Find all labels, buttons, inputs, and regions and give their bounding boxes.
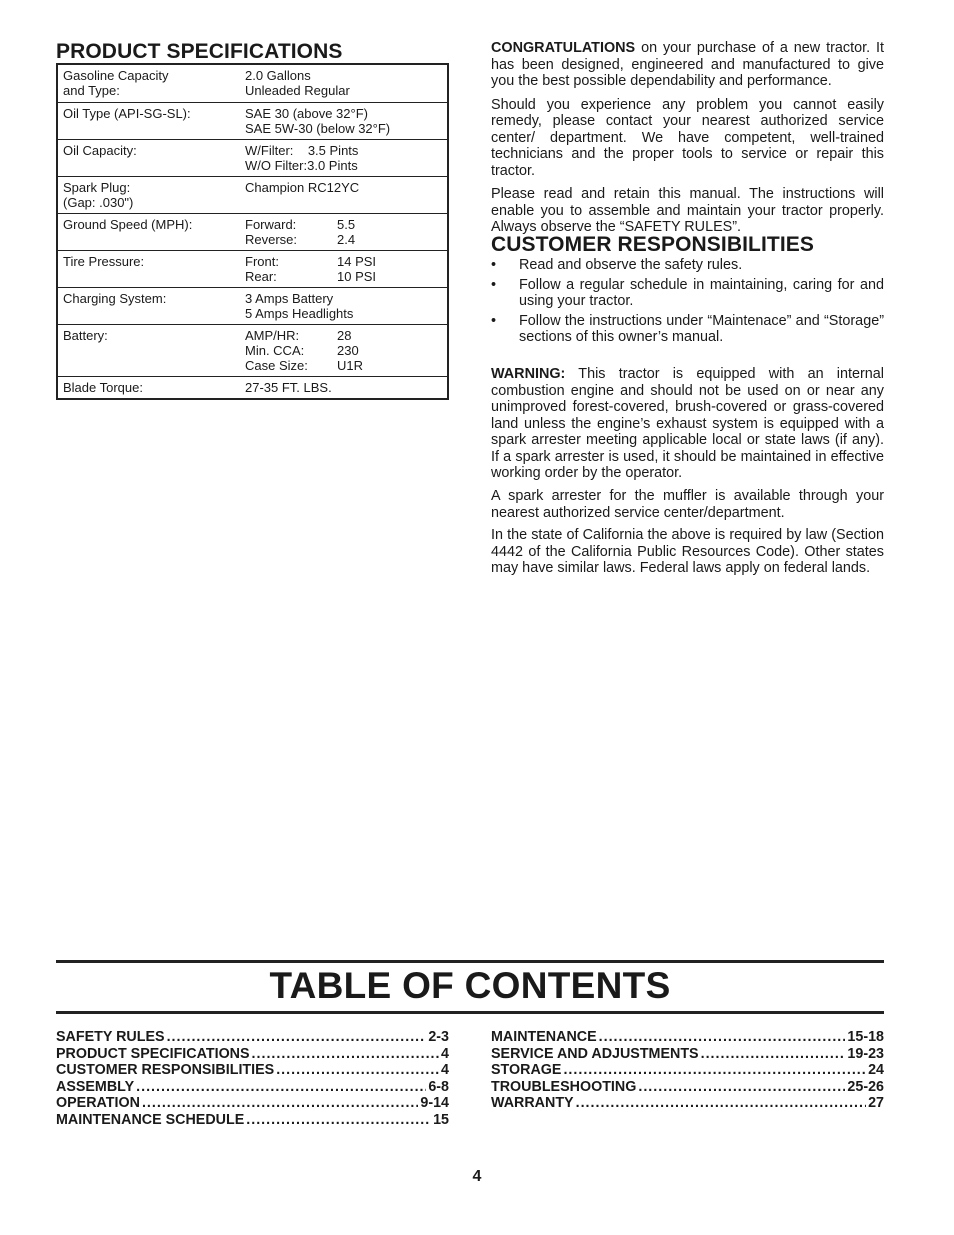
toc-right-column bbox=[491, 1029, 884, 1112]
responsibilities-list bbox=[491, 257, 884, 349]
spec-value-pair bbox=[245, 343, 447, 358]
toc-entry-label: STORAGE bbox=[491, 1062, 562, 1078]
spec-value bbox=[245, 291, 447, 321]
spec-label-line: Oil Type (API-SG-SL): bbox=[63, 106, 191, 121]
spec-label bbox=[63, 328, 243, 343]
spec-value-line: Champion RC12YC bbox=[245, 180, 360, 195]
spec-value bbox=[245, 380, 447, 395]
spec-value-number: 2.4 bbox=[337, 232, 356, 247]
spec-value-key: Case Size: bbox=[245, 358, 308, 373]
list-item: • Follow a regular schedule in maintaining, caring for and using your tractor. bbox=[491, 276, 884, 309]
toc-leader-dots bbox=[142, 1095, 418, 1112]
spec-value-pair bbox=[245, 232, 447, 247]
responsibilities-title: CUSTOMER RESPONSIBILITIES bbox=[491, 233, 814, 256]
spec-label bbox=[63, 68, 243, 98]
table-row bbox=[58, 102, 447, 139]
spec-value-pair bbox=[245, 254, 447, 269]
toc-leader-dots bbox=[276, 1062, 439, 1079]
spec-value-key: AMP/HR: bbox=[245, 328, 300, 343]
spec-value-number: 5.5 bbox=[337, 217, 356, 232]
intro-paragraph-3: Please read and retain this manual. The instructions will enable you to assemble and maintain your tractor properly. Always observe the “SAFETY RULES”. bbox=[491, 186, 884, 235]
toc-leader-dots bbox=[638, 1079, 845, 1096]
toc-leader-dots bbox=[246, 1112, 431, 1129]
toc-leader-dots bbox=[563, 1062, 866, 1079]
toc-leader-dots bbox=[136, 1079, 426, 1096]
table-row bbox=[58, 176, 447, 213]
toc-leader-dots bbox=[167, 1029, 427, 1046]
toc-bottom-rule bbox=[56, 1011, 884, 1014]
spec-value-number: 14 PSI bbox=[337, 254, 377, 269]
spec-value bbox=[245, 328, 447, 373]
toc-entry bbox=[491, 1095, 884, 1112]
spec-value bbox=[245, 254, 447, 284]
spec-value bbox=[245, 217, 447, 247]
toc-entry bbox=[56, 1046, 449, 1063]
spec-value-line: Unleaded Regular bbox=[245, 83, 350, 98]
toc-leader-dots bbox=[576, 1095, 866, 1112]
spec-value-pair bbox=[245, 269, 447, 284]
spec-value-number: 28 bbox=[337, 328, 352, 343]
toc-entry bbox=[491, 1062, 884, 1079]
spec-value-number: U1R bbox=[337, 358, 364, 373]
toc-leader-dots bbox=[252, 1046, 440, 1063]
spec-label bbox=[63, 291, 243, 306]
table-row bbox=[58, 65, 447, 102]
toc-leader-dots bbox=[701, 1046, 846, 1063]
list-item: • Read and observe the safety rules. bbox=[491, 257, 743, 273]
toc-entry-label: SAFETY RULES bbox=[56, 1029, 165, 1045]
spec-value-key: Min. CCA: bbox=[245, 343, 305, 358]
spec-label-line: Blade Torque: bbox=[63, 380, 143, 395]
toc-entry-label: OPERATION bbox=[56, 1095, 140, 1111]
toc-entry-page: 25-26 bbox=[847, 1078, 884, 1095]
table-row bbox=[58, 213, 447, 250]
spec-value-line: 3 Amps Battery bbox=[245, 291, 334, 306]
spec-value-key: Rear: bbox=[245, 269, 277, 284]
california-paragraph: In the state of California the above is required by law (Section 4442 of the California Public Resources Code). Other states may have similar laws. Federal laws apply on federal lands. bbox=[491, 527, 884, 576]
spec-value-number: 10 PSI bbox=[337, 269, 377, 284]
table-row bbox=[58, 250, 447, 287]
spec-label-line: Spark Plug: bbox=[63, 180, 131, 195]
spec-label-line: Battery: bbox=[63, 328, 108, 343]
spec-value-key: Reverse: bbox=[245, 232, 298, 247]
toc-entry-page: 19-23 bbox=[847, 1045, 884, 1062]
spec-label-line: Tire Pressure: bbox=[63, 254, 145, 269]
toc-entry-label: TROUBLESHOOTING bbox=[491, 1078, 637, 1095]
spec-value-line: SAE 30 (above 32°F) bbox=[245, 106, 368, 121]
list-item: • Follow the instructions under “Maintenace” and “Storage” sections of this owner’s manual. bbox=[491, 312, 884, 345]
spec-value-line: 2.0 Gallons bbox=[245, 68, 311, 83]
page-number: 4 bbox=[472, 1168, 482, 1185]
spec-value-pair bbox=[245, 358, 447, 373]
toc-left-column bbox=[56, 1029, 449, 1128]
toc-entry-page: 9-14 bbox=[420, 1095, 449, 1111]
table-row bbox=[58, 324, 447, 376]
spec-value-line: 5 Amps Headlights bbox=[245, 306, 354, 321]
warning-paragraph: WARNING: This tractor is equipped with an internal combustion engine and should not be used on or near any unimproved forest-covered, brush-covered or grass-covered land unless the engine’s exhaust system is equipped with a spark arrester meeting applicable local or state laws (if any). If a spark arrester is used, it should be maintained in effective working order by the operator. bbox=[491, 366, 884, 481]
spec-value-line: W/O Filter:3.0 Pints bbox=[245, 158, 358, 173]
intro-text bbox=[491, 40, 884, 236]
toc-entry bbox=[491, 1046, 884, 1063]
spec-value bbox=[245, 143, 447, 173]
toc-entry-label: MAINTENANCE SCHEDULE bbox=[56, 1111, 245, 1128]
specs-title: PRODUCT SPECIFICATIONS bbox=[56, 40, 343, 63]
table-row bbox=[58, 139, 447, 176]
spark-arrester-paragraph: A spark arrester for the muffler is available through your nearest authorized service center/department. bbox=[491, 488, 884, 521]
spec-value bbox=[245, 106, 447, 136]
toc-entry-label: ASSEMBLY bbox=[56, 1078, 135, 1095]
toc-entry-page: 15 bbox=[433, 1111, 449, 1128]
toc-entry-label: MAINTENANCE bbox=[491, 1029, 597, 1045]
spec-value-line: W/Filter: 3.5 Pints bbox=[245, 143, 359, 158]
spec-value-number: 230 bbox=[337, 343, 359, 358]
table-row bbox=[58, 287, 447, 324]
toc-entry-page: 4 bbox=[441, 1045, 449, 1062]
spec-label bbox=[63, 143, 243, 158]
toc-entry-page: 2-3 bbox=[428, 1029, 449, 1045]
toc-entry-page: 27 bbox=[868, 1095, 884, 1111]
spec-value-line: SAE 5W-30 (below 32°F) bbox=[245, 121, 391, 136]
spec-value-pair bbox=[245, 328, 447, 343]
intro-paragraph-2: Should you experience any problem you cannot easily remedy, please contact your nearest authorized service center/ department. We have competent, well-trained technicians and the proper tools to service or repair this tractor. bbox=[491, 96, 884, 179]
table-row bbox=[58, 376, 447, 398]
spec-label bbox=[63, 254, 243, 269]
toc-leader-dots bbox=[599, 1029, 846, 1046]
toc-entry bbox=[56, 1095, 449, 1112]
spec-table bbox=[56, 63, 449, 400]
toc-entry-label: CUSTOMER RESPONSIBILITIES bbox=[56, 1062, 275, 1078]
spec-value-pair bbox=[245, 217, 447, 232]
spec-value bbox=[245, 180, 447, 195]
spec-label-line: and Type: bbox=[63, 83, 120, 98]
toc-entry bbox=[491, 1079, 884, 1096]
spec-label bbox=[63, 217, 243, 232]
spec-label bbox=[63, 106, 243, 121]
toc-entry bbox=[56, 1112, 449, 1129]
spec-label bbox=[63, 380, 243, 395]
spec-label-line: Ground Speed (MPH): bbox=[63, 217, 193, 232]
toc-entry-page: 24 bbox=[868, 1062, 884, 1078]
toc-entry bbox=[56, 1079, 449, 1096]
spec-value-key: Front: bbox=[245, 254, 279, 269]
spec-label bbox=[63, 180, 243, 210]
spec-value-line: 27-35 FT. LBS. bbox=[245, 380, 332, 395]
toc-entry-page: 4 bbox=[441, 1062, 449, 1078]
toc-entry-label: PRODUCT SPECIFICATIONS bbox=[56, 1045, 250, 1062]
toc-entry-label: WARRANTY bbox=[491, 1095, 574, 1111]
intro-paragraph-1: CONGRATULATIONS on your purchase of a new tractor. It has been designed, engineered and manufactured to give you the best possible dependability and performance. bbox=[491, 40, 884, 89]
spec-label-line: Oil Capacity: bbox=[63, 143, 137, 158]
spec-label-line: Charging System: bbox=[63, 291, 167, 306]
toc-entry bbox=[56, 1062, 449, 1079]
toc-entry bbox=[491, 1029, 884, 1046]
spec-value-key: Forward: bbox=[245, 217, 297, 232]
spec-label-line: Gasoline Capacity bbox=[63, 68, 169, 83]
toc-entry-label: SERVICE AND ADJUSTMENTS bbox=[491, 1045, 699, 1062]
toc-entry-page: 15-18 bbox=[847, 1029, 884, 1045]
toc-title: TABLE OF CONTENTS bbox=[269, 965, 671, 1006]
spec-label-line: (Gap: .030") bbox=[63, 195, 134, 210]
toc-entry-page: 6-8 bbox=[428, 1078, 449, 1095]
toc-entry bbox=[56, 1029, 449, 1046]
spec-value bbox=[245, 68, 447, 98]
